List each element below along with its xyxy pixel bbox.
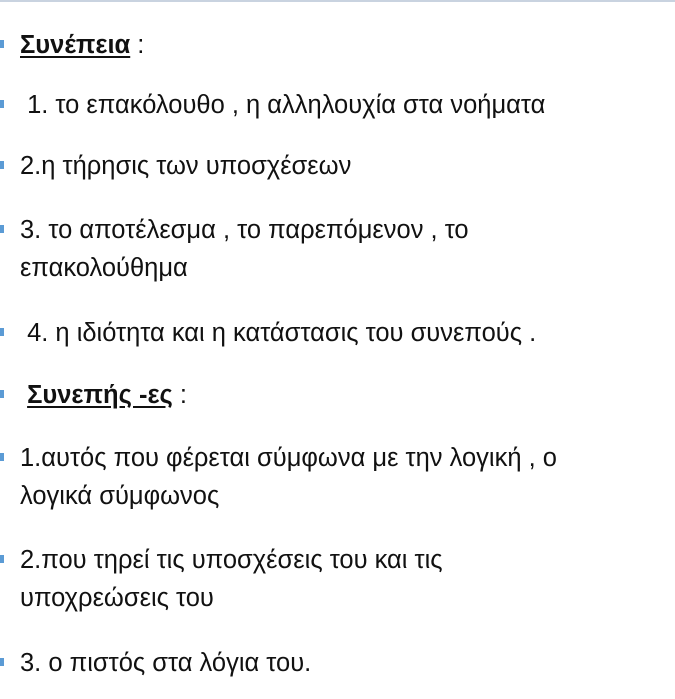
item-text <box>20 147 351 185</box>
bullet-marker <box>0 161 4 169</box>
item-text <box>20 314 536 352</box>
item-text <box>20 541 443 617</box>
item-text <box>20 26 144 64</box>
item-line: 4. η ιδιότητα και η κατάστασις του συνεπούς . <box>20 319 537 347</box>
item-text <box>20 644 311 682</box>
item-line: 2.που τηρεί τις υποσχέσεις του και τις <box>20 546 443 574</box>
item-line: 1. το επακόλουθο , η αλληλουχία στα νοήματα <box>20 91 546 119</box>
heading-suffix: : <box>130 31 145 59</box>
item-text <box>20 86 545 124</box>
bullet-marker <box>0 100 4 108</box>
item-line: λογικά σύμφωνος <box>20 482 220 510</box>
bullet-marker <box>0 453 4 461</box>
item-text <box>20 439 557 515</box>
item-line: 3. το αποτέλεσμα , το παρεπόμενον , το <box>20 216 469 244</box>
item-line: υποχρεώσεις του <box>20 584 214 612</box>
heading-suffix: : <box>172 381 187 409</box>
heading-synepeia: Συνέπεια <box>20 31 131 59</box>
bullet-marker <box>0 328 4 336</box>
item-line: 3. ο πιστός στα λόγια του. <box>20 649 312 677</box>
bullet-marker <box>0 658 4 666</box>
bullet-marker <box>0 555 4 563</box>
item-text <box>20 211 469 287</box>
bullet-marker <box>0 390 4 398</box>
item-line: 1.αυτός που φέρεται σύμφωνα με την λογική , ο <box>20 444 557 472</box>
heading-synepis: Συνεπής -ες <box>27 381 173 409</box>
item-line: επακολούθημα <box>20 254 188 282</box>
bullet-marker <box>0 225 4 233</box>
bullet-marker <box>0 40 4 48</box>
item-line: 2.η τήρησις των υποσχέσεων <box>20 152 352 180</box>
item-text <box>20 376 187 414</box>
